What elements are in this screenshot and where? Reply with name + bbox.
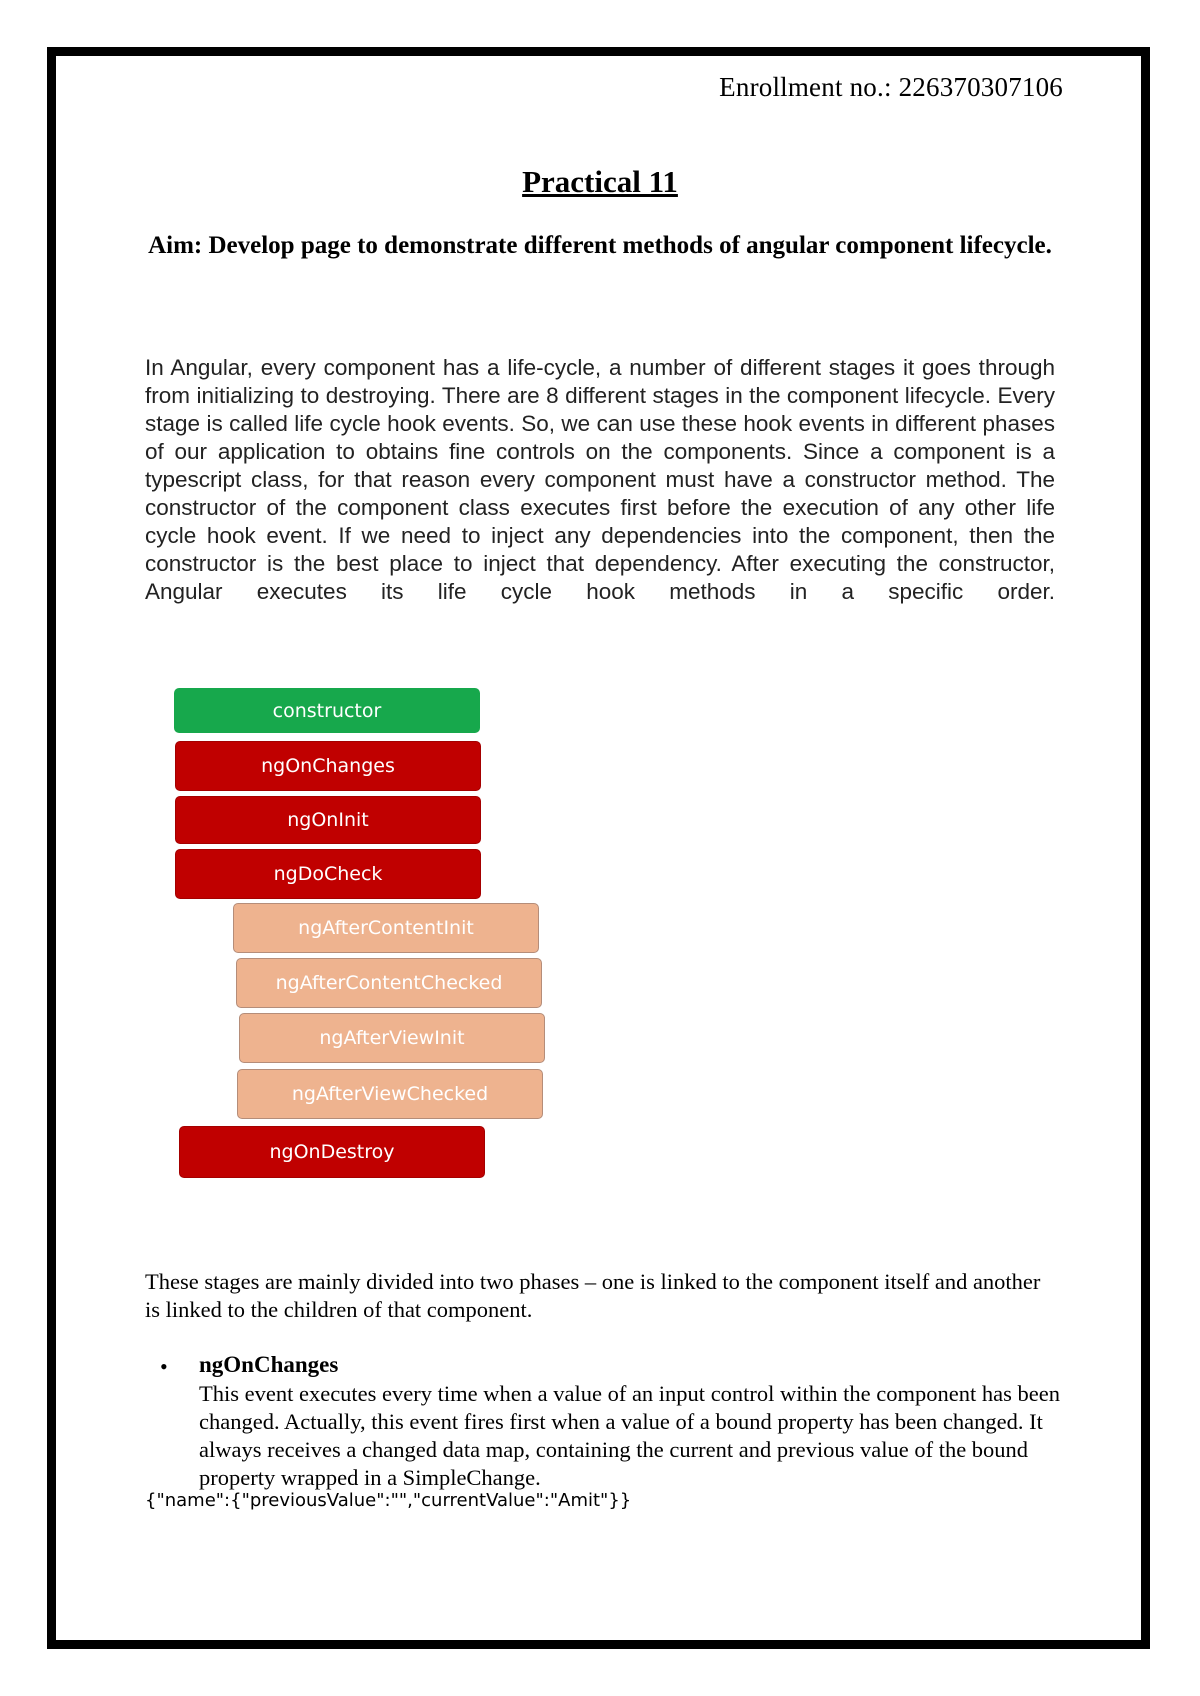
stage-ngondestroy: ngOnDestroy [179, 1126, 485, 1178]
stage-ngoninit: ngOnInit [175, 796, 481, 844]
stage-ngaftercontentchecked: ngAfterContentChecked [236, 958, 542, 1008]
phases-paragraph: These stages are mainly divided into two phases – one is linked to the component itself and another is linked to the children of that component. [145, 1269, 1041, 1322]
stage-ngafterviewinit: ngAfterViewInit [239, 1013, 545, 1063]
json-example: {"name":{"previousValue":"","currentValue":"Amit"}} [145, 1490, 632, 1511]
stage-ngafterviewchecked: ngAfterViewChecked [237, 1069, 543, 1119]
aim-statement: Aim: Develop page to demonstrate different methods of angular component lifecycle. [148, 232, 1052, 259]
enrollment-number: Enrollment no.: 226370307106 [719, 72, 1063, 102]
stage-ngaftercontentinit: ngAfterContentInit [233, 903, 539, 953]
stage-ngonchanges: ngOnChanges [175, 741, 481, 791]
stage-constructor: constructor [174, 688, 480, 733]
bullet-heading-ngonchanges: ngOnChanges [199, 1352, 339, 1377]
intro-paragraph: In Angular, every component has a life-cycle, a number of different stages it goes through from initializing to destroying. There are 8 different stages in the component lifecycle. Every stage is called life cycle hook events. So, we can use these hook events in different phases of our application to obtains fine controls on the components. Since a component is a typescript class, for that reason every component must have a constructor method. The constructor of the component class executes first before the execution of any other life cycle hook event. If we need to inject any dependencies into the component, then the constructor is the best place to inject that dependency. After executing the constructor, Angular executes its life cycle hook methods in a specific order. [145, 355, 1055, 604]
bullet-marker: • [160, 1354, 168, 1379]
stage-ngdocheck: ngDoCheck [175, 849, 481, 899]
page-title: Practical 11 [522, 164, 678, 199]
bullet-body-ngonchanges: This event executes every time when a value of an input control within the component has been changed. Actually, this event fires first when a value of a bound property has been changed. It always receives a changed data map, containing the current and previous value of the bound property wrapped in a SimpleChange. [199, 1381, 1060, 1490]
